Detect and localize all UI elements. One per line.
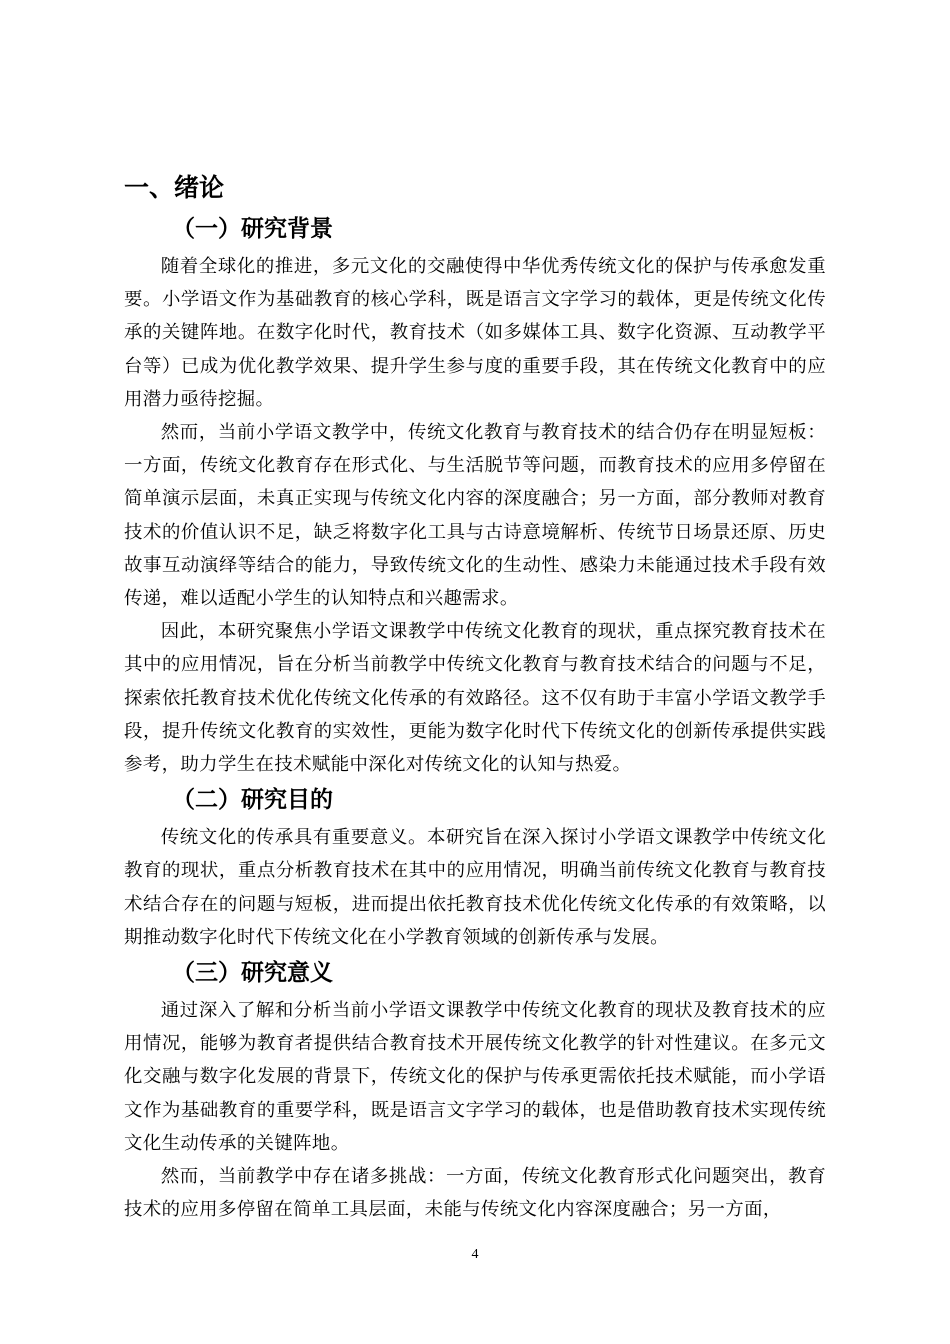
body-paragraph: 然而，当前教学中存在诸多挑战：一方面，传统文化教育形式化问题突出，教育技术的应用多停留在简单工具层面，未能与传统文化内容深度融合；另一方面， (124, 1166, 826, 1221)
body-paragraph: 然而，当前小学语文教学中，传统文化教育与教育技术的结合仍存在明显短板：一方面，传统文化教育存在形式化、与生活脱节等问题，而教育技术的应用多停留在简单演示层面，未真正实现与传统文化内容的深度融合；另一方面，部分教师对教育技术的价值认识不足，缺乏将数字化工具与古诗意境解析、传统节日场景还原、历史故事互动演绎等结合的能力，导致传统文化的生动性、感染力未能通过技术手段有效传递，难以适配小学生的认知特点和兴趣需求。 (124, 422, 826, 610)
body-paragraph: 传统文化的传承具有重要意义。本研究旨在深入探讨小学语文课教学中传统文化教育的现状，重点分析教育技术在其中的应用情况，明确当前传统文化教育与教育技术结合存在的问题与短板，进而提出依托教育技术优化传统文化传承的有效策略，以期推动数字化时代下传统文化在小学教育领域的创新传承与发展。 (124, 827, 826, 948)
body-paragraph: 通过深入了解和分析当前小学语文课教学中传统文化教育的现状及教育技术的应用情况，能够为教育者提供结合教育技术开展传统文化教学的针对性建议。在多元文化交融与数字化发展的背景下，传统文化的保护与传承更需依托技术赋能，而小学语文作为基础教育的重要学科，既是语言文字学习的载体，也是借助教育技术实现传统文化生动传承的关键阵地。 (124, 1000, 826, 1154)
section-heading: （一）研究背景 (172, 216, 333, 242)
section-background (124, 212, 826, 781)
body-paragraph: 因此，本研究聚焦小学语文课教学中传统文化教育的现状，重点探究教育技术在其中的应用情况，旨在分析当前教学中传统文化教育与教育技术结合的问题与不足，探索依托教育技术优化传统文化传承的有效路径。这不仅有助于丰富小学语文教学手段，提升传统文化教育的实效性，更能为数字化时代下传统文化的创新传承提供实践参考，助力学生在技术赋能中深化对传统文化的认知与热爱。 (124, 621, 826, 776)
section-purpose (124, 783, 826, 954)
section-heading: （三）研究意义 (172, 960, 333, 987)
page-content (124, 170, 826, 1226)
section-significance (124, 956, 826, 1226)
page-number: 4 (471, 1247, 479, 1262)
chapter-title: 一、绪论 (124, 173, 225, 202)
section-heading: （二）研究目的 (172, 787, 333, 814)
body-paragraph: 随着全球化的推进，多元文化的交融使得中华优秀传统文化的保护与传承愈发重要。小学语文作为基础教育的核心学科，既是语言文字学习的载体，更是传统文化传承的关键阵地。在数字化时代，教育技术（如多媒体工具、数字化资源、互动教学平台等）已成为优化教学效果、提升学生参与度的重要手段，其在传统文化教育中的应用潜力亟待挖掘。 (124, 256, 826, 410)
